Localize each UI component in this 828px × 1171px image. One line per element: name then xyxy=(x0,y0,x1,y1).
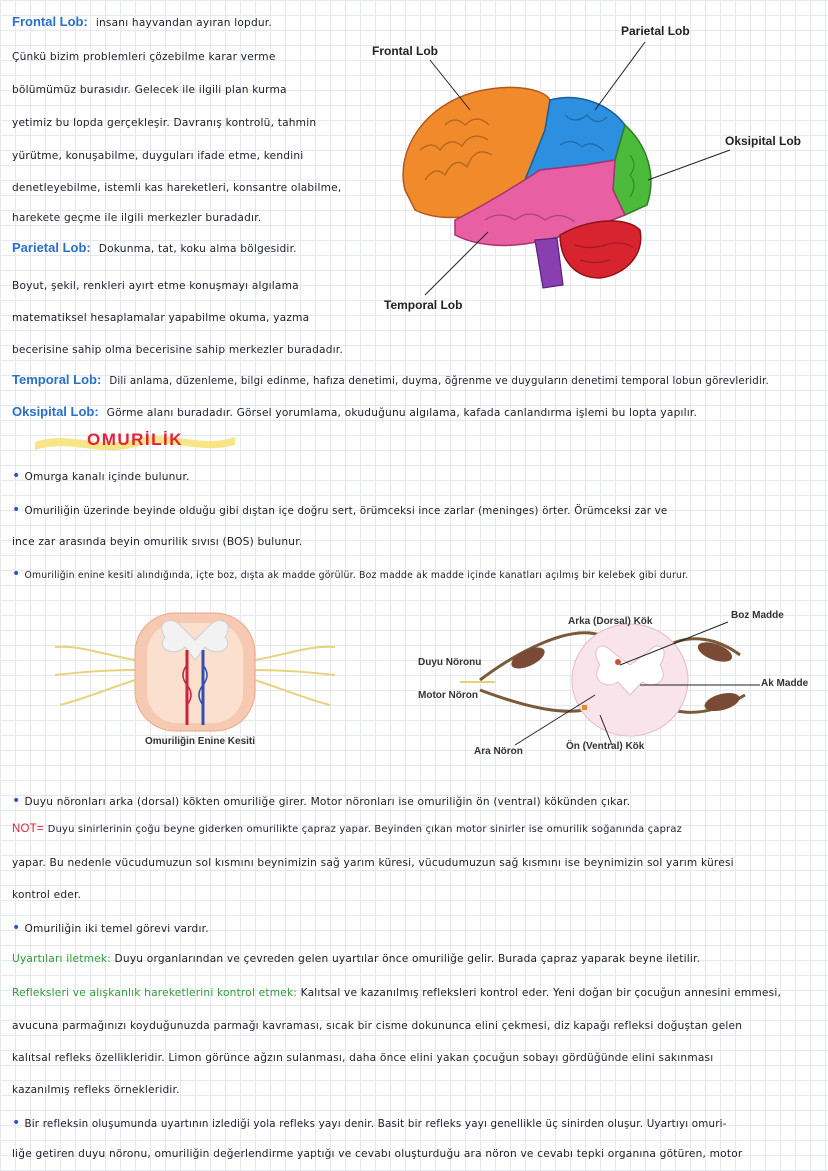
bullet-item xyxy=(12,502,667,518)
label-temporal-lob: Temporal Lob xyxy=(384,298,463,312)
bullet-dot: • xyxy=(12,502,21,518)
parietal-first-text: Dokunma, tat, koku alma bölgesidir. xyxy=(98,243,297,255)
frontal-line: bölümümüz burasıdır. Gelecek ile ilgili plan kurma xyxy=(12,84,287,96)
note-line: yapar. Bu nedenle vücudumuzun sol kısmını beynimizin sağ yarım küresi, vücudumuzun sağ kısmını ise beynimizin sol yarım küresi xyxy=(12,857,734,869)
parietal-heading: Parietal Lob: xyxy=(12,240,91,255)
label-ventral-root: Ön (Ventral) Kök xyxy=(566,741,645,752)
caption-cross-section: Omuriliğin Enine Kesiti xyxy=(145,736,256,747)
function-1-text: Duyu organlarından ve çevreden gelen uyartılar önce omuriliğe gelir. Burada çapraz yaparak beyne iletilir. xyxy=(114,953,701,965)
note-label: NOT= xyxy=(12,823,44,835)
label-gray-matter: Boz Madde xyxy=(731,610,784,621)
function-2-line xyxy=(12,987,781,999)
frontal-line: denetleyebilme, istemli kas hareketleri, konsantre olabilme, xyxy=(12,182,342,194)
section-title: OMURİLİK xyxy=(86,430,184,449)
bullet-item xyxy=(12,1115,727,1131)
function-2-label: Refleksleri ve alışkanlık hareketlerini kontrol etmek: xyxy=(12,987,298,999)
note-line: kontrol eder. xyxy=(12,889,82,901)
parietal-line: matematiksel hesaplamalar yapabilme okuma, yazma xyxy=(12,312,310,324)
oksipital-line xyxy=(12,404,697,419)
function-2-line: avucuna parmağınızı koyduğunuzda parmağı kavraması, sıcak bir cisme dokununca elini çekmesi, diz kapağı refleksi doğuştan gelen xyxy=(12,1020,743,1032)
parietal-line: becerisine sahip olma becerisine sahip merkezler buradadır. xyxy=(12,344,343,356)
bullet-dot: • xyxy=(12,566,21,582)
bullet-dot: • xyxy=(12,793,21,809)
reflex-leader-lines xyxy=(0,600,828,770)
label-sensory-neuron: Duyu Nöronu xyxy=(418,657,482,668)
oksipital-heading: Oksipital Lob: xyxy=(12,404,99,419)
bullet-text: Bir refleksin oluşumunda uyartının izlediği yola refleks yayı denir. Basit bir refleks yayı genellikle üç sinirden oluşur. Uyartıyı omuri- xyxy=(24,1118,727,1130)
label-white-matter: Ak Madde xyxy=(761,678,809,689)
bullet-text: Omuriliğin enine kesiti alındığında, içte boz, dışta ak madde görülür. Boz madde ak madde içinde kanatları açılmış bir kelebek gibi durur. xyxy=(24,570,689,581)
function-2-text: Kalıtsal ve kazanılmış refleksleri kontrol eder. Yeni doğan bir çocuğun annesini emmesi, xyxy=(300,987,782,999)
label-motor-neuron: Motor Nöron xyxy=(418,690,478,701)
frontal-line: harekete geçme ile ilgili merkezler buradadır. xyxy=(12,212,262,224)
label-parietal-lob: Parietal Lob xyxy=(621,24,690,38)
function-1-line xyxy=(12,953,700,965)
bullet-item xyxy=(12,920,209,936)
frontal-line: yürütme, konuşabilme, duyguları ifade etme, kendini xyxy=(12,150,304,162)
label-frontal-lob: Frontal Lob xyxy=(372,44,438,58)
bullet-text: Duyu nöronları arka (dorsal) kökten omuriliğe girer. Motor nöronları ise omuriliğin ön (ventral) kökünden çıkar. xyxy=(24,796,631,808)
frontal-line: yetimiz bu lopda gerçekleşir. Davranış kontrolü, tahmin xyxy=(12,117,317,129)
bullet-dot: • xyxy=(12,1115,21,1131)
bullet-continuation: ince zar arasında beyin omurilik sıvısı (BOS) bulunur. xyxy=(12,536,303,548)
function-2-line: kazanılmış refleks örnekleridir. xyxy=(12,1084,180,1096)
bullet-item xyxy=(12,793,630,809)
parietal-line: Boyut, şekil, renkleri ayırt etme konuşmayı algılama xyxy=(12,280,299,292)
label-dorsal-root: Arka (Dorsal) Kök xyxy=(568,616,653,627)
temporal-text: Dili anlama, düzenleme, bilgi edinme, hafıza denetimi, duyma, öğrenme ve duyguların denetimi temporal lobun görevleridir. xyxy=(109,376,769,387)
section-title-banner xyxy=(30,425,240,455)
bullet-item xyxy=(12,566,688,582)
function-2-line: kalıtsal refleks özellikleridir. Limon görünce ağzın sulanması, daha önce elini yakan çocuğun sobayı gördüğünde elini sakınması xyxy=(12,1052,714,1064)
frontal-line: Çünkü bizim problemleri çözebilme karar verme xyxy=(12,51,276,63)
label-interneuron: Ara Nöron xyxy=(474,746,523,757)
temporal-heading: Temporal Lob: xyxy=(12,372,102,387)
bullet-text: Omurga kanalı içinde bulunur. xyxy=(24,471,190,483)
frontal-heading: Frontal Lob: xyxy=(12,14,88,29)
note-text: Duyu sinirlerinin çoğu beyne giderken omurilikte çapraz yapar. Beyinden çıkan motor sinirler ise omurilik soğanında çapraz xyxy=(47,824,682,835)
bullet-dot: • xyxy=(12,920,21,936)
frontal-first-text: insanı hayvandan ayıran lopdur. xyxy=(95,17,272,29)
bullet-text: Omuriliğin üzerinde beyinde olduğu gibi dıştan içe doğru sert, örümceksi ince zarlar (meninges) örter. Örümceksi zar ve xyxy=(24,505,668,517)
label-oksipital-lob: Oksipital Lob xyxy=(725,134,802,148)
temporal-line xyxy=(12,372,769,387)
bullet-item xyxy=(12,468,190,484)
oksipital-text: Görme alanı buradadır. Görsel yorumlama, okuduğunu algılama, kafada canlandırma işlemi bu lopta yapılır. xyxy=(106,407,698,419)
function-1-label: Uyartıları iletmek: xyxy=(12,953,111,965)
bullet-continuation: liğe getiren duyu nöronu, omuriliğin değerlendirme yaptığı ve cevabı oluşturduğu ara nöron ve cevabı tepki organına götüren, motor xyxy=(12,1148,743,1160)
bullet-dot: • xyxy=(12,468,21,484)
note-line xyxy=(12,823,682,835)
bullet-text: Omuriliğin iki temel görevi vardır. xyxy=(24,923,209,935)
